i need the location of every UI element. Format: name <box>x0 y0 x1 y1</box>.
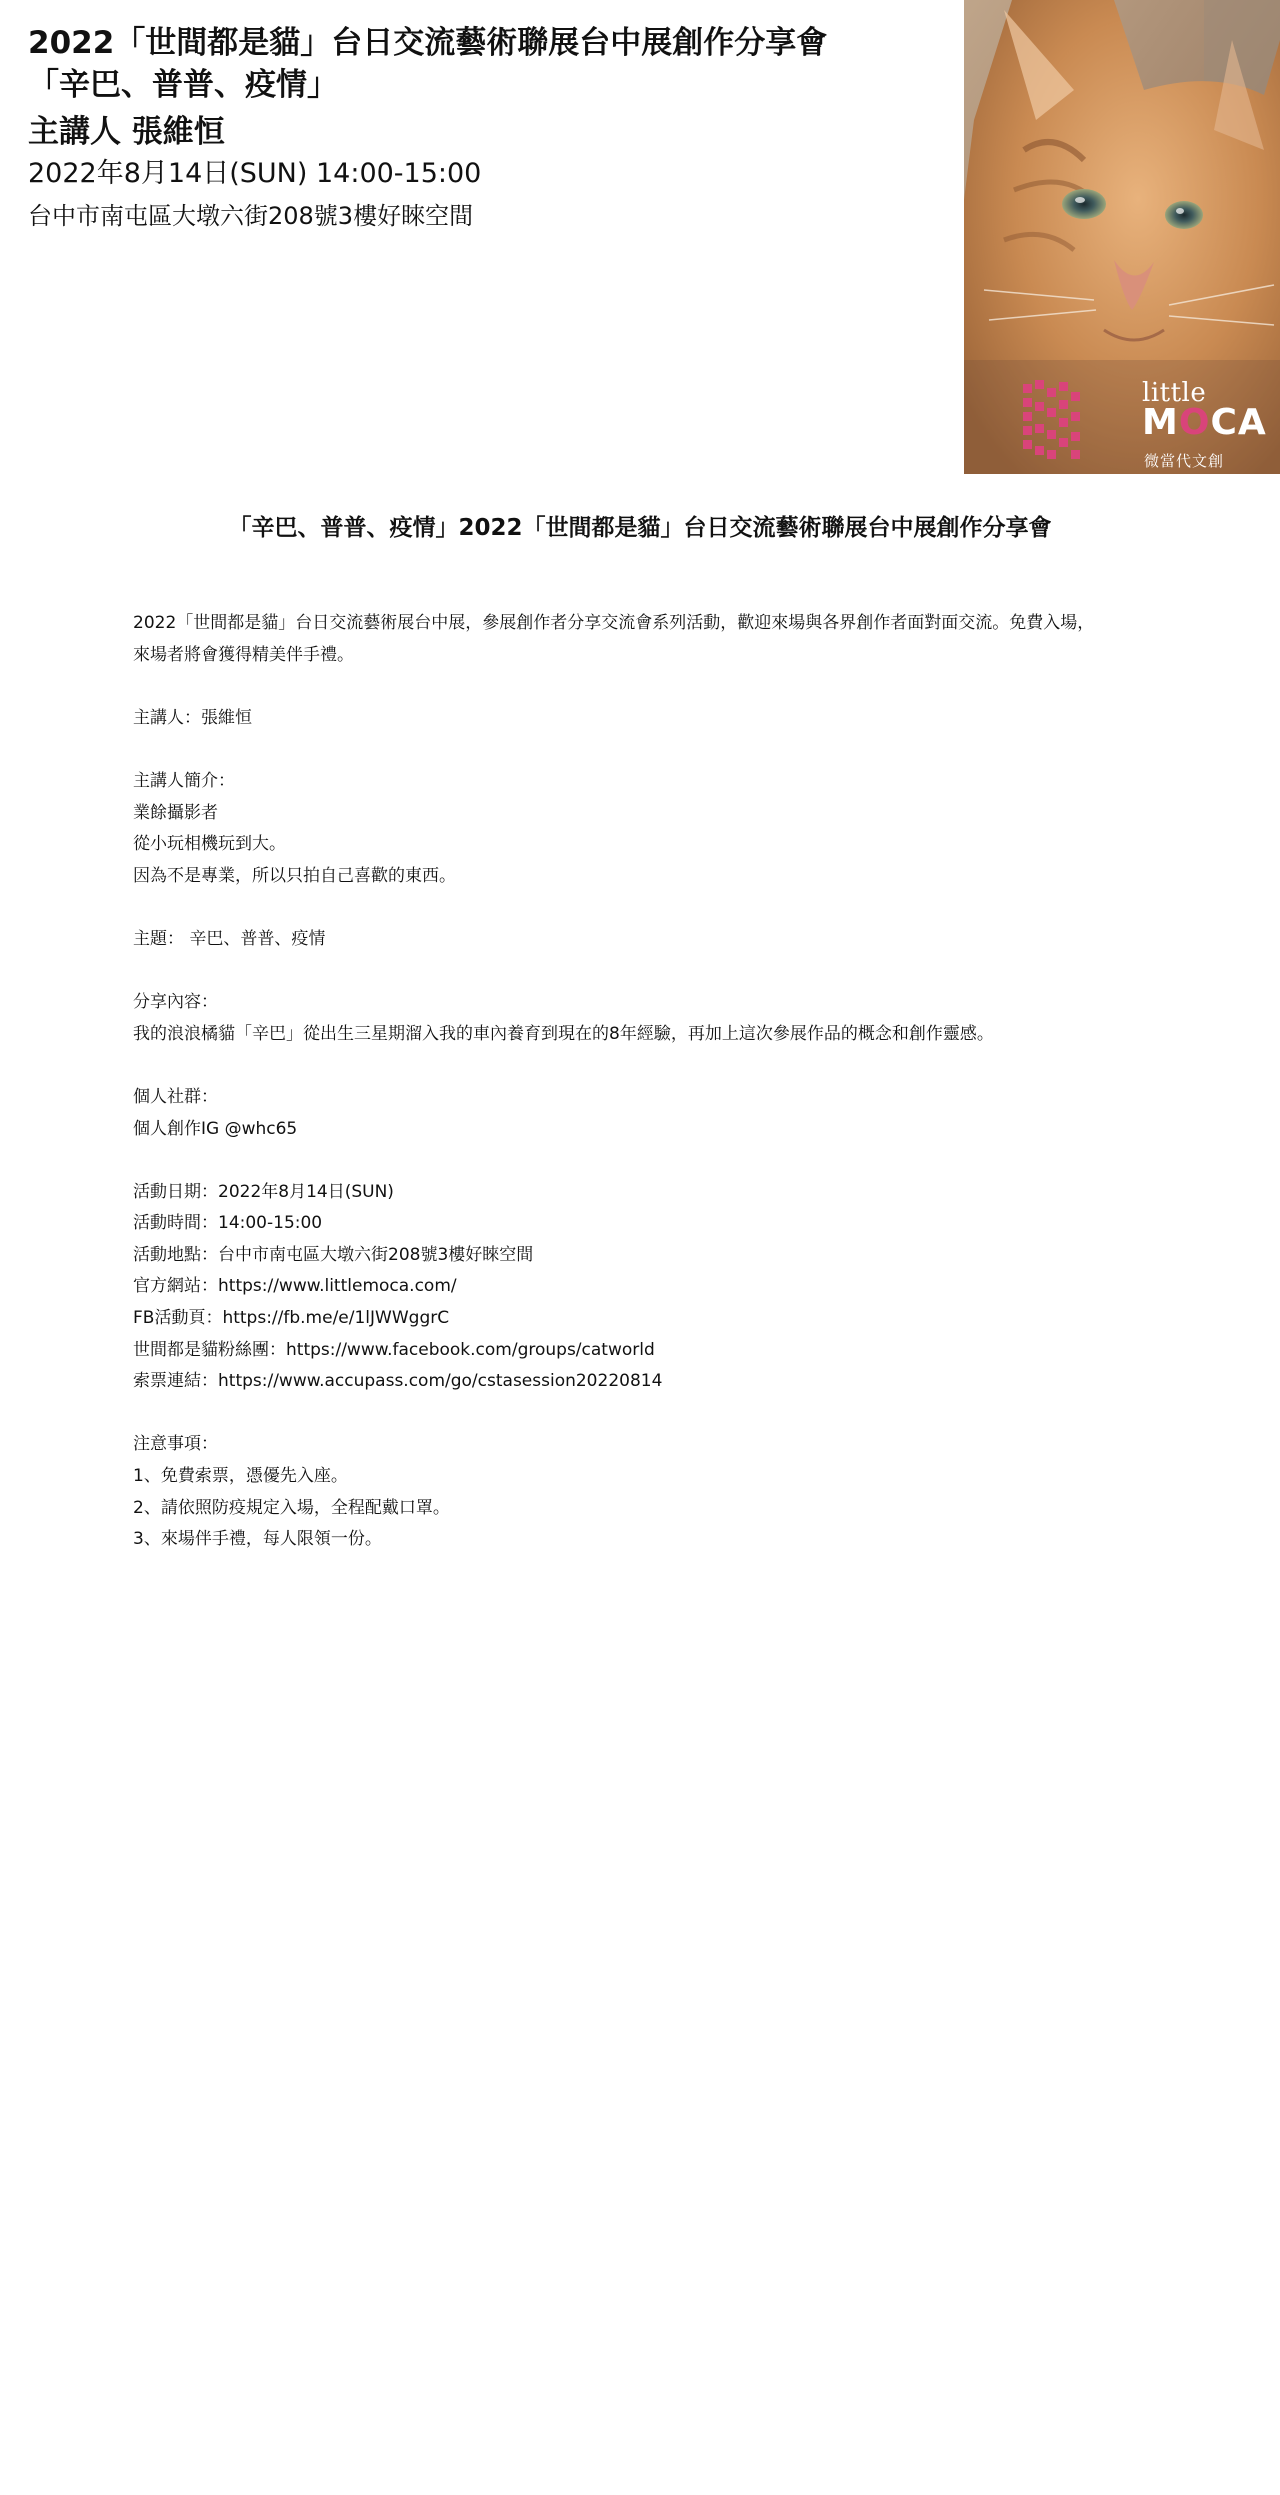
bio-line-1: 業餘攝影者 <box>133 802 218 823</box>
spacer <box>133 956 1153 988</box>
spacer <box>133 892 1153 924</box>
spacer <box>133 1398 1153 1430</box>
brand-chinese-name: 微當代文創 <box>1144 452 1225 470</box>
bio-line-3: 因為不是專業，所以只拍自己喜歡的東西。 <box>133 865 456 886</box>
social-label: 個人社群： <box>133 1086 218 1107</box>
fan-group-link[interactable]: 世間都是貓粉絲團：https://www.facebook.com/groups/catworld <box>133 1339 655 1360</box>
event-date-line: 活動日期：2022年8月14日(SUN) <box>133 1181 394 1202</box>
brand-moca-o: O <box>1178 402 1211 443</box>
event-speaker: 主講人 張維恒 <box>28 114 225 150</box>
event-header <box>0 0 1280 474</box>
topic-line: 主題： 辛巴、普普、疫情 <box>133 928 326 949</box>
event-title: 2022「世間都是貓」台日交流藝術聯展台中展創作分享會 <box>28 25 828 61</box>
event-heading: 「辛巴、普普、疫情」2022「世間都是貓」台日交流藝術聯展台中展創作分享會 <box>228 515 1052 541</box>
official-website-link[interactable]: 官方網站：https://www.littlemoca.com/ <box>133 1276 457 1297</box>
header-text-block <box>28 22 958 236</box>
spacer <box>133 1050 1153 1082</box>
share-label: 分享內容： <box>133 992 218 1013</box>
note-2: 2、請依照防疫規定入場，全程配戴口罩。 <box>133 1497 450 1518</box>
cat-photo <box>964 0 1280 474</box>
notes-label: 注意事項： <box>133 1434 218 1455</box>
event-location-line: 活動地點：台中市南屯區大墩六街208號3樓好睞空間 <box>133 1244 534 1265</box>
intro-line-1: 2022「世間都是貓」台日交流藝術展台中展，參展創作者分享交流會系列活動，歡迎來場與各界創作者面對面交流。免費入場， <box>133 613 1095 633</box>
share-text: 我的浪浪橘貓「辛巴」從出生三星期溜入我的車內養育到現在的8年經驗，再加上這次參展作品的概念和創作靈感。 <box>133 1023 994 1044</box>
event-description <box>133 608 1153 1556</box>
note-1: 1、免費索票，憑優先入座。 <box>133 1466 348 1487</box>
event-subtitle: 「辛巴、普普、疫情」 <box>28 67 338 103</box>
bio-line-2: 從小玩相機玩到大。 <box>133 834 286 855</box>
spacer <box>133 734 1153 766</box>
brand-moca-m: M <box>1142 402 1179 443</box>
bio-label: 主講人簡介： <box>133 770 235 791</box>
fb-event-link[interactable]: FB活動頁：https://fb.me/e/1lJWWggrC <box>133 1308 450 1329</box>
event-venue: 台中市南屯區大墩六街208號3樓好睞空間 <box>28 202 474 230</box>
event-datetime: 2022年8月14日(SUN) 14:00-15:00 <box>28 158 482 189</box>
ticket-link[interactable]: 索票連結：https://www.accupass.com/go/cstasession20220814 <box>133 1371 663 1392</box>
social-ig: 個人創作IG @whc65 <box>133 1118 298 1139</box>
event-time-line: 活動時間：14:00-15:00 <box>133 1213 323 1234</box>
brand-moca-wordmark <box>1142 402 1267 443</box>
spacer <box>133 1145 1153 1177</box>
brand-little-text: little <box>1142 378 1207 408</box>
little-moca-logo-mark <box>1023 380 1081 460</box>
speaker-line: 主講人：張維恒 <box>133 707 252 728</box>
brand-moca-ca: CA <box>1210 402 1267 443</box>
spacer <box>133 671 1153 703</box>
intro-line-2: 來場者將會獲得精美伴手禮。 <box>133 644 354 665</box>
note-3: 3、來場伴手禮，每人限領一份。 <box>133 1529 382 1550</box>
